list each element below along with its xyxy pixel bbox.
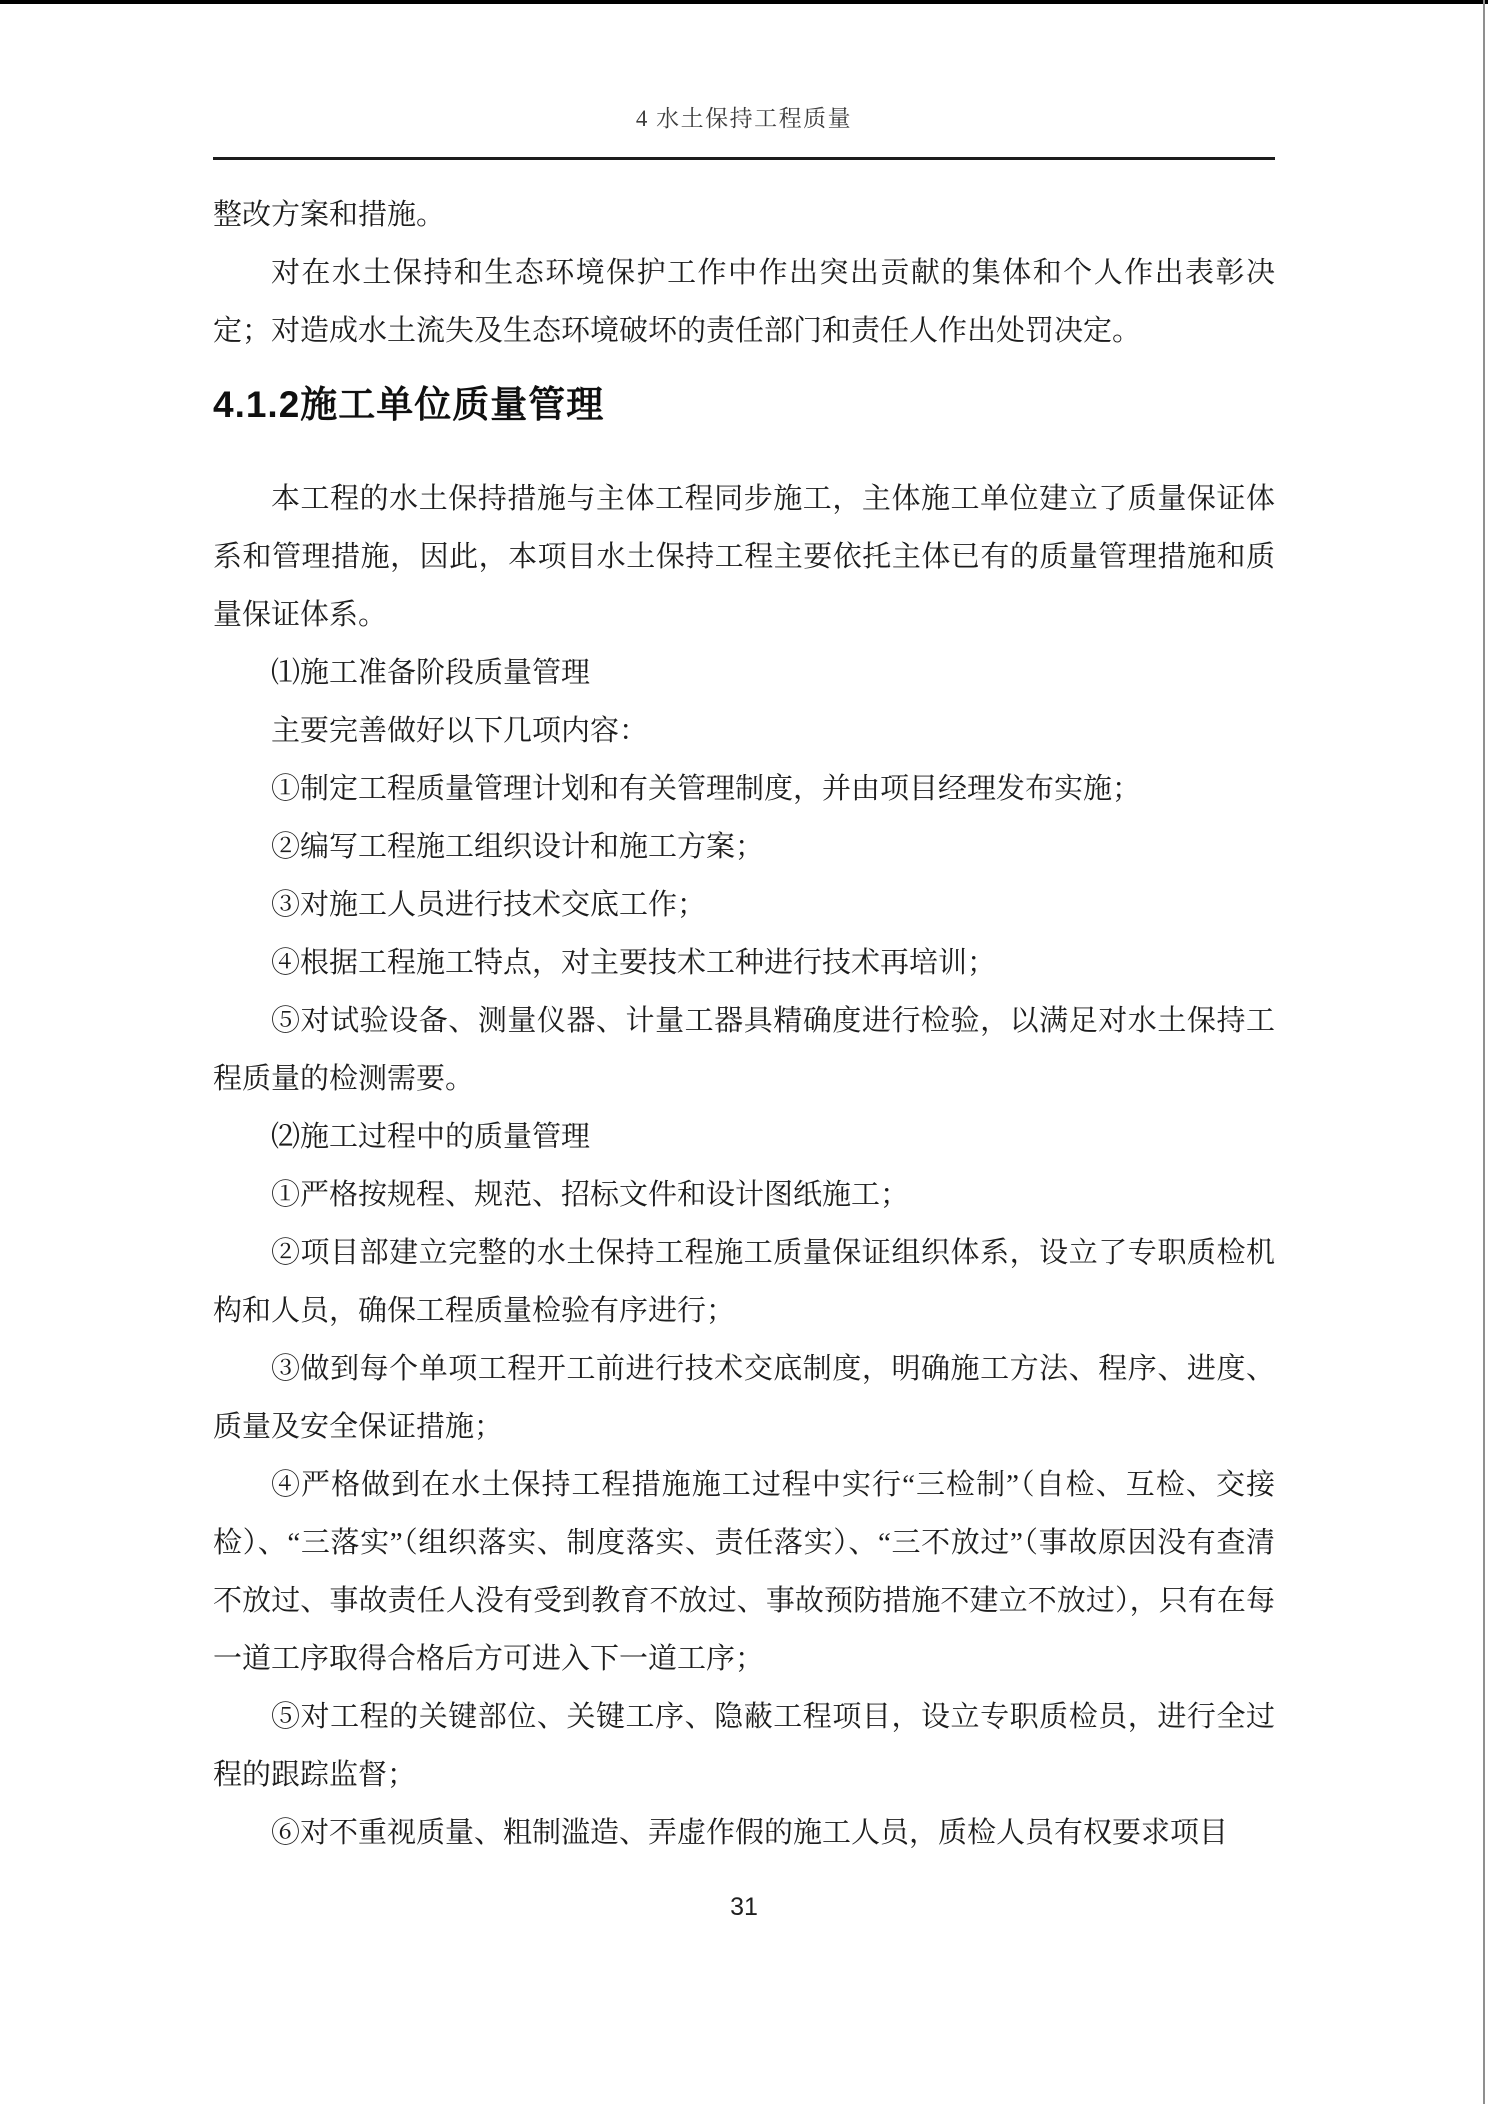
page-footer (0, 1893, 1488, 1922)
document-body (213, 186, 1275, 1862)
top-edge-bar (0, 0, 1488, 4)
list-item: ④根据工程施工特点，对主要技术工种进行技术再培训； (271, 947, 997, 979)
list-item: ①严格按规程、规范、招标文件和设计图纸施工； (271, 1179, 910, 1211)
section-heading: 4.1.2施工单位质量管理 (213, 384, 605, 425)
paragraph: 本工程的水土保持措施与主体工程同步施工，主体施工单位建立了质量保证体系和管理措施，因此，本项目水土保持工程主要依托主体已有的质量管理措施和质量保证体系。 (213, 483, 1275, 631)
header-rule (213, 157, 1275, 160)
subsection-label: ⑵施工过程中的质量管理 (271, 1121, 591, 1153)
list-item: ②编写工程施工组织设计和施工方案； (271, 831, 765, 863)
list-item: ⑤对工程的关键部位、关键工序、隐蔽工程项目，设立专职质检员，进行全过程的跟踪监督； (213, 1701, 1275, 1791)
paragraph: 对在水土保持和生态环境保护工作中作出突出贡献的集体和个人作出表彰决定；对造成水土流失及生态环境破坏的责任部门和责任人作出处罚决定。 (213, 257, 1275, 347)
page-header (0, 0, 1488, 160)
paragraph: 主要完善做好以下几项内容： (271, 715, 649, 747)
list-item: ②项目部建立完整的水土保持工程施工质量保证组织体系，设立了专职质检机构和人员，确保工程质量检验有序进行； (213, 1237, 1275, 1327)
subsection-label: ⑴施工准备阶段质量管理 (271, 657, 591, 689)
page-number: 31 (730, 1893, 758, 1921)
list-item: ⑤对试验设备、测量仪器、计量工器具精确度进行检验，以满足对水土保持工程质量的检测需要。 (213, 1005, 1275, 1095)
paragraph-continuation: 整改方案和措施。 (213, 199, 446, 231)
list-item: ①制定工程质量管理计划和有关管理制度，并由项目经理发布实施； (271, 773, 1142, 805)
running-header-title: 4 水土保持工程质量 (635, 106, 853, 131)
right-edge-line (1483, 0, 1485, 2104)
list-item: ④严格做到在水土保持工程措施施工过程中实行“三检制”（自检、互检、交接检）、“三落实”（组织落实、制度落实、责任落实）、“三不放过”（事故原因没有查清不放过、事故责任人没有受到教育不放过、事故预防措施不建立不放过），只有在每一道工序取得合格后方可进入下一道工序； (213, 1469, 1275, 1675)
list-item: ⑥对不重视质量、粗制滥造、弄虚作假的施工人员，质检人员有权要求项目 (271, 1817, 1229, 1849)
list-item: ③对施工人员进行技术交底工作； (271, 889, 707, 921)
list-item: ③做到每个单项工程开工前进行技术交底制度，明确施工方法、程序、进度、质量及安全保证措施； (213, 1353, 1275, 1443)
